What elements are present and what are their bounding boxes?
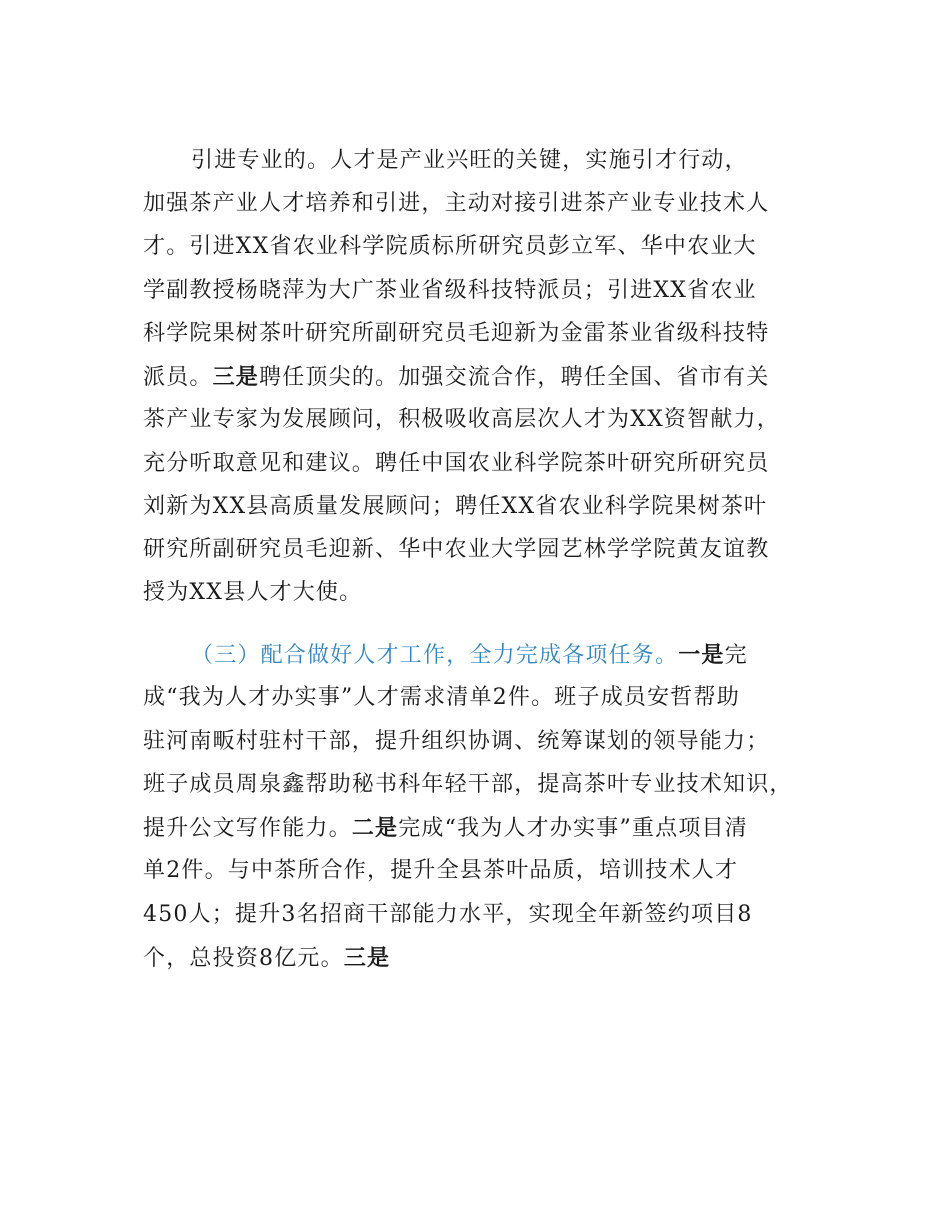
bold-marker: 三是 (343, 945, 391, 971)
paragraph-line: 加强茶产业人才培养和引进，主动对接引进茶产业专业技术人 (143, 191, 770, 216)
section-heading-line (191, 640, 748, 671)
paragraph-line: 研究所副研究员毛迎新、华中农业大学园艺林学学院黄友谊教 (143, 537, 770, 562)
bold-marker: 三是 (212, 364, 260, 390)
bold-marker: 二是 (351, 815, 399, 841)
paragraph-line: 授为XX县人才大使。 (143, 580, 363, 605)
paragraph-line: 科学院果树茶叶研究所副研究员毛迎新为金雷茶业省级科技特 (143, 321, 770, 346)
paragraph-line: 引进专业的。人才是产业兴旺的关键，实施引才行动， (191, 148, 748, 173)
paragraph-line: 驻河南畈村驻村干部，提升组织协调、统筹谋划的领导能力； (143, 729, 770, 754)
paragraph-line: 450人；提升3名招商干部能力水平，实现全年新签约项目8 (143, 902, 753, 927)
paragraph-line: 刘新为XX县高质量发展顾问；聘任XX省农业科学院果树茶叶 (143, 494, 768, 519)
paragraph-line (143, 362, 769, 393)
bold-marker: 一是 (678, 642, 725, 668)
paragraph-line: 充分听取意见和建议。聘任中国农业科学院茶叶研究所研究员 (143, 451, 770, 476)
text-run: 完成“我为人才办实事”重点项目清 (398, 816, 748, 841)
text-run: 提升公文写作能力。 (143, 816, 352, 841)
section-heading: （三）配合做好人才工作，全力完成各项任务。 (191, 643, 679, 668)
text-run: 聘任顶尖的。加强交流合作，聘任全国、省市有关 (259, 365, 770, 390)
paragraph-line: 茶产业专家为发展顾问，积极吸收高层次人才为XX资智献力， (143, 407, 780, 432)
paragraph-line (143, 943, 390, 974)
paragraph-line: 成“我为人才办实事”人才需求清单2件。班子成员安哲帮助 (143, 685, 740, 710)
text-run: 派员。 (143, 365, 213, 390)
paragraph-line: 学副教授杨晓萍为大广茶业省级科技特派员；引进XX省农业 (143, 278, 757, 303)
paragraph-line: 班子成员周泉鑫帮助秘书科年轻干部，提高茶叶专业技术知识， (143, 772, 793, 797)
paragraph-line (143, 813, 748, 844)
paragraph-line: 才。引进XX省农业科学院质标所研究员彭立军、华中农业大 (143, 234, 757, 259)
text-run: 个，总投资8亿元。 (143, 946, 344, 971)
paragraph-line: 单2件。与中茶所合作，提升全县茶叶品质，培训技术人才 (143, 858, 739, 883)
text-run: 完 (724, 643, 748, 668)
